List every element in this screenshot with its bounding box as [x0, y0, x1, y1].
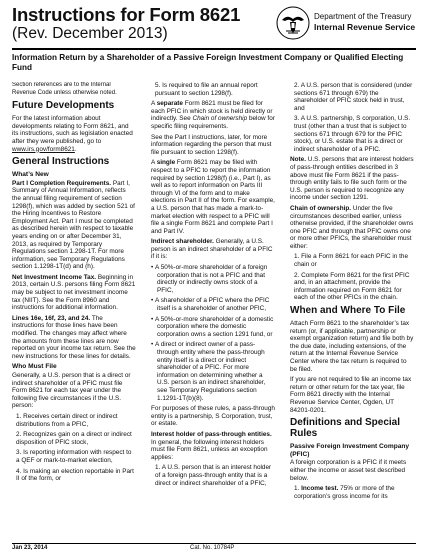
niit-paragraph: Net Investment Income Tax. Beginning in 2013, certain U.S. persons filing Form 8621 may be subject to net investment income tax (NIIT). See the Form 8960 and instructions for additional information.	[12, 273, 136, 312]
future-developments-heading: Future Developments	[12, 100, 115, 112]
irs-form-link[interactable]: www.irs.gov/form8621	[12, 145, 75, 153]
when-where-heading: When and Where To File	[290, 305, 406, 317]
indirect-bullet: • A 50%-or-more shareholder of a domestic corporation where the domestic corporation owns a section 1291 fund, or	[151, 315, 274, 338]
part1-reference-paragraph: See the Part I instructions, later, for more information regarding the person that must file pursuant to section 1298(f).	[151, 133, 272, 156]
pass-through-purposes-paragraph: For purposes of these rules, a pass-through entity is a partnership, S Corporation, trust, or estate.	[151, 405, 275, 428]
who-must-file-heading: Who Must File	[12, 363, 57, 371]
document-title: Instructions for Form 8621	[12, 4, 241, 25]
footer-catalog-number: Cat. No. 10784P	[190, 545, 235, 551]
interest-holder-item: 1. A U.S. person that is an interest holder of a foreign pass-through entity that is a direct or indirect shareholder of a PFIC,	[155, 464, 272, 487]
general-instructions-heading: General Instructions	[12, 156, 110, 168]
indirect-bullet: • A direct or indirect owner of a pass-through entity where the pass-through entity itself is a direct or indirect shareholder of a PFIC. For more information on determining whether a U.S. person is an indirect shareholder, see Temporary Regulations section 1.1291-1T(b)(8).	[151, 341, 266, 402]
circumstance-item: 1. Receives certain direct or indirect distributions from a PFIC,	[16, 412, 118, 428]
note-paragraph: Note. U.S. persons that are interest holders of pass-through entities described in 3 above must file Form 8621 if the pass-through entity fails to file such form or the U.S. person is required to recognize any income under section 1291.	[290, 156, 414, 202]
who-must-file-text: Generally, a U.S. person that is a direct or indirect shareholder of a PFIC must file Form 8621 for each tax year under the following five circumstances if the U.S. person:	[12, 372, 131, 410]
whats-new-heading: What’s New	[12, 171, 49, 179]
chain-item: 1. File a Form 8621 for each PFIC in the chain or	[294, 253, 409, 269]
chain-of-ownership-paragraph: Chain of ownership. Under the five circumstances described earlier, unless otherwise provided, if the shareholder owns one PFIC and through that PFIC owns one or more other PFICs, the shareholder must either:	[290, 204, 414, 250]
agency-irs: Internal Revenue Service	[314, 22, 416, 32]
pfic-text: A foreign corporation is a PFIC if it meets either the income or asset test described below.	[290, 459, 407, 482]
agency-block	[276, 6, 416, 40]
single-form-paragraph: A single Form 8621 may be filed with respect to a PFIC to report the information required by section 1298(f) (i.e., Part I), as well as to report information on Parts III through VI of the form and to make elections in Part II of the form. For example, a U.S. person that has made a mark-to-market election with respect to a PFIC will file a single Form 8621 and complete Part I and Part IV.	[151, 159, 275, 235]
chain-item: 2. Complete Form 8621 for the first PFIC and, in an attachment, provide the information required on Form 8621 for each of the other PFICs in the chain.	[294, 271, 410, 302]
interest-holder-item: 2. A U.S. person that is considered (under sections 671 through 679) the shareholder of PFIC stock held in trust, and	[294, 82, 413, 112]
footer-rule	[12, 543, 416, 544]
indirect-bullet: • A shareholder of a PFIC where the PFIC itself is a shareholder of another PFIC,	[151, 297, 270, 313]
column-1	[12, 82, 136, 542]
interest-holder-item: 3. A U.S. partnership, S corporation, U.S. trust (other than a trust that is subject to sections 671 through 679 for the PFIC stock), or U.S. estate that is a direct or indirect shareholder of a PFIC.	[294, 115, 411, 153]
revision-date: (Rev. December 2013)	[12, 25, 168, 42]
interest-holder-paragraph: Interest holder of pass-through entities. In general, the following interest holders must file Form 8621, unless an exception applies:	[151, 430, 272, 461]
circumstance-item: 5. Is required to file an annual report pursuant to section 1298(f).	[155, 82, 258, 97]
when-where-text-2: If you are not required to file an income tax return or other return for the tax year, file Form 8621 directly with the Internal Revenue Service Center, Ogden, UT 84201-0201.	[290, 376, 412, 414]
section-references-note: Section references are to the Internal Revenue Code unless otherwise noted.	[12, 82, 117, 96]
header-rule	[12, 48, 416, 50]
agency-department: Department of the Treasury	[314, 12, 412, 21]
definitions-heading: Definitions and Special Rules	[290, 417, 401, 440]
separate-form-paragraph: A separate Form 8621 must be filed for each PFIC in which stock is held directly or indirectly. See Chain of ownership below for specific filing requirements.	[151, 100, 275, 130]
indirect-shareholder-paragraph: Indirect shareholder. Generally, a U.S. person is an indirect shareholder of a PFIC if it is:	[151, 238, 273, 261]
form-info-title: Information Return by a Shareholder of a Passive Foreign Investment Company or Qualified Electing Fund	[12, 53, 404, 72]
indirect-bullet: • A 50%-or-more shareholder of a foreign corporation that is not a PFIC and that directly or indirectly owns stock of a PFIC,	[151, 264, 268, 294]
footer-date: Jan 23, 2014	[12, 545, 48, 551]
pfic-heading: Passive Foreign Investment Company (PFIC)	[290, 443, 410, 458]
lines-paragraph: Lines 16e, 16f, 23, and 24. The instructions for those lines have been modified. The changes may affect where the amounts from these lines are now reported on your income tax return. See the new instructions for these lines for details.	[12, 314, 136, 360]
circumstance-item: 2. Recognizes gain on a direct or indirect disposition of PFIC stock,	[16, 431, 132, 446]
treasury-eagle-seal-icon	[276, 6, 310, 40]
circumstance-item: 3. Is reporting information with respect to a QEF or mark-to-market election,	[16, 449, 132, 464]
column-3	[290, 82, 414, 542]
circumstance-item: 4. Is making an election reportable in Part II of the form, or	[16, 467, 134, 483]
future-developments-text: For the latest information about developments relating to Form 8621, and its instructions, such as legislation enacted after they were published, go to www.irs.gov/form8621.	[12, 115, 133, 153]
column-2	[151, 82, 275, 542]
when-where-text: Attach Form 8621 to the shareholder’s tax return (or, if applicable, partnership or exempt organization return) and file both by the due date, including extensions, of the return at the Internal Revenue Service Center where the tax return is required to be filed.	[290, 320, 414, 373]
body-columns	[12, 82, 416, 542]
part1-requirements-paragraph: Part I Completion Requirements. Part I, Summary of Annual Information, reflects the annual filing requirement of section 1298(f), which was added by section 521 of the Hiring Incentives to Restore Employment Act. Part I must be completed as described herein with respect to taxable years ending on or after December 31, 2013, as required by Temporary Regulations section 1.298-1T. For more information, see Temporary Regulations section 1.1298-1T(d) and (h).	[12, 179, 135, 271]
income-test-item: 1. Income test. 75% or more of the corporation’s gross income for its	[294, 485, 395, 500]
